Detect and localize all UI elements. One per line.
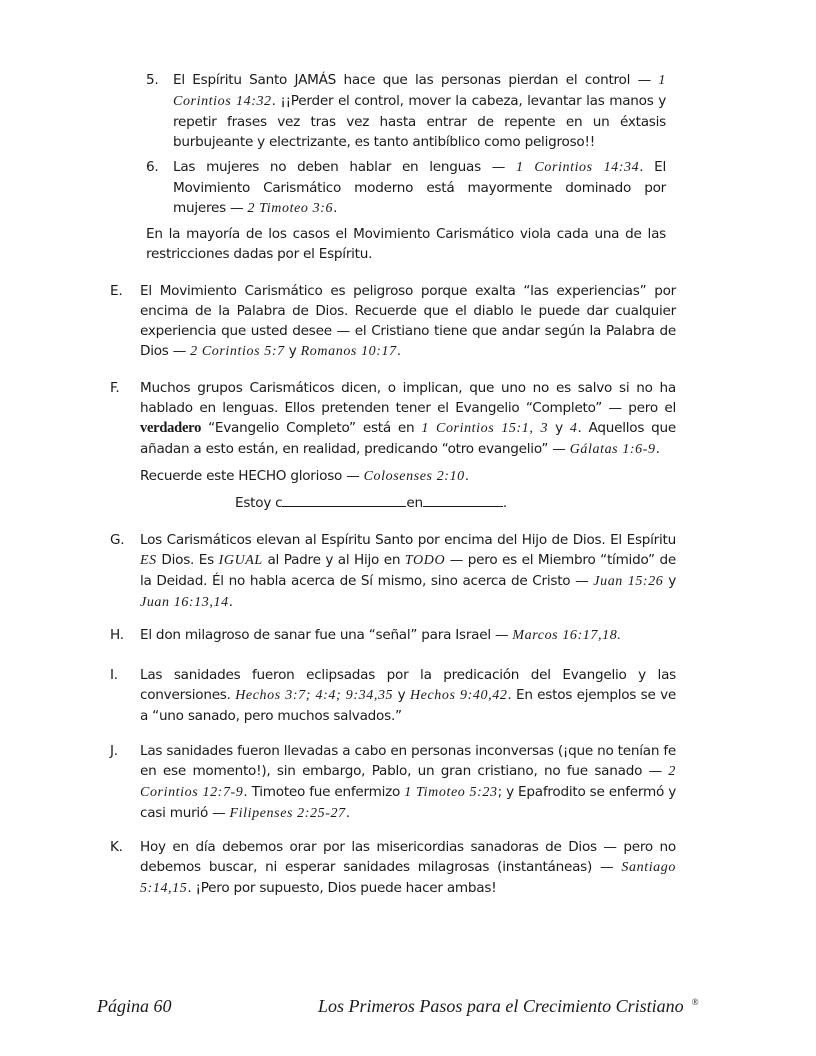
scripture-reference: Gálatas 1:6-9 xyxy=(569,442,656,457)
fill-blank-2[interactable] xyxy=(423,493,503,507)
item-text xyxy=(140,837,676,899)
book-title-text: Los Primeros Pasos para el Crecimiento Cristiano xyxy=(318,996,684,1016)
list-item-6 xyxy=(146,157,666,219)
text-run: . xyxy=(396,343,401,359)
list-item-e xyxy=(110,281,676,362)
scripture-reference: 1 Corintios 14:34 xyxy=(515,160,640,175)
item-number: 6. xyxy=(146,159,159,175)
recall-line xyxy=(140,466,676,487)
item-number: 5. xyxy=(146,72,159,88)
scripture-reference: Juan 16:13,14 xyxy=(140,595,229,610)
text-run: Estoy c xyxy=(235,495,283,511)
scripture-reference: 4 xyxy=(569,421,578,436)
scripture-reference: Colosenses 2:10 xyxy=(363,469,465,484)
scripture-reference: Marcos 16:17,18. xyxy=(512,628,622,643)
item-text xyxy=(140,378,676,460)
text-run: . Aquellos que añadan a esto están, en realidad, predicando “otro evangelio” — xyxy=(140,420,677,457)
fill-blank-1[interactable] xyxy=(282,493,406,507)
text-run: y xyxy=(548,420,570,436)
scripture-reference: 1 Timoteo 5:23 xyxy=(404,785,498,800)
text-run: Dios. Es xyxy=(156,552,219,568)
text-run: Las sanidades fueron eclipsadas por la predicación del Evangelio y las conversiones. xyxy=(140,667,676,703)
text-run: . xyxy=(502,495,507,511)
item-letter: H. xyxy=(110,627,124,643)
emphasis-italic: TODO xyxy=(404,553,446,568)
scripture-reference: 2 Timoteo 3:6 xyxy=(247,201,334,216)
scripture-reference: 1 Corintios 15:1, 3 xyxy=(421,421,549,436)
emphasis-italic: ES xyxy=(140,553,157,568)
scripture-reference: 2 Corintios 12:7-9 xyxy=(140,764,676,800)
item-text xyxy=(140,741,676,824)
text-run: Muchos grupos Carismáticos dicen, o implican, que uno no es salvo si no ha hablado en lenguas. Ellos pretenden tener el Evangelio “Completo” — pero el xyxy=(140,380,676,416)
text-run: . ¡¡Perder el control, mover la cabeza, levantar las manos y repetir frases vez tras vez hasta entrar de repente en un éxtasis burbujeante y electrizante, es tanto antibíblico como peligroso!! xyxy=(173,93,666,150)
scripture-reference: 2 Corintios 5:7 xyxy=(190,344,285,359)
scripture-reference: Filipenses 2:25-27 xyxy=(229,806,346,821)
text-run: Las sanidades fueron llevadas a cabo en personas inconversas (¡que no tenían fe en ese momento!), sin embargo, Pablo, un gran cristiano, no fue sanado — xyxy=(140,743,676,779)
text-run: . xyxy=(345,805,350,821)
item-text xyxy=(140,281,676,362)
summary-paragraph xyxy=(146,224,666,264)
item-text xyxy=(140,625,676,646)
registered-mark: ® xyxy=(691,997,699,1007)
text-run: Recuerde este HECHO glorioso — xyxy=(140,468,364,484)
text-run: y xyxy=(393,687,410,703)
text-run: Hoy en día debemos orar por las misericordias sanadoras de Dios — pero no debemos buscar, ni esperar sanidades milagrosas (instantáneas) — xyxy=(140,839,676,875)
item-text xyxy=(173,70,666,152)
text-run: al Padre y al Hijo en xyxy=(262,552,405,568)
fill-in-blank-line xyxy=(235,493,676,513)
scripture-reference: Santiago 5:14,15 xyxy=(140,860,676,896)
item-letter: G. xyxy=(110,532,125,548)
text-run: “Evangelio Completo” está en xyxy=(201,420,422,436)
scripture-reference: Romanos 10:17 xyxy=(300,344,397,359)
list-item-g xyxy=(110,530,676,613)
text-run: . xyxy=(228,594,233,610)
text-run: El Espíritu Santo JAMÁS hace que las personas pierdan el control — xyxy=(173,72,659,88)
text-run: y xyxy=(663,573,676,589)
book-title xyxy=(318,996,699,1017)
summary-text: En la mayoría de los casos el Movimiento Carismático viola cada una de las restricciones dadas por el Espíritu. xyxy=(146,226,666,262)
item-letter: J. xyxy=(110,743,118,759)
text-run: en xyxy=(406,495,423,511)
text-run: . ¡Pero por supuesto, Dios puede hacer ambas! xyxy=(187,880,497,896)
text-run: . xyxy=(464,468,469,484)
emphasis-bold: verdadero xyxy=(140,420,202,436)
text-run: Los Carismáticos elevan al Espíritu Santo por encima del Hijo de Dios. El Espíritu xyxy=(140,532,676,548)
text-run: Las mujeres no deben hablar en lenguas — xyxy=(173,159,516,175)
text-run: . xyxy=(655,441,660,457)
item-letter: E. xyxy=(110,283,123,299)
list-item-j xyxy=(110,741,676,824)
text-run: ; y Epafrodito se enfermó y casi murió — xyxy=(140,784,676,821)
text-run: . Timoteo fue enfermizo xyxy=(243,784,405,800)
item-letter: F. xyxy=(110,380,120,396)
item-text xyxy=(173,157,666,219)
list-item-i xyxy=(110,665,676,726)
text-run: El don milagroso de sanar fue una “señal” para Israel — xyxy=(140,627,513,643)
list-item-h xyxy=(110,625,676,646)
scripture-reference: Hechos 9:40,42 xyxy=(409,688,508,703)
text-run: . En estos ejemplos se ve a “uno sanado, pero muchos salvados.” xyxy=(140,687,676,724)
text-run: y xyxy=(284,343,301,359)
item-letter: I. xyxy=(110,667,118,683)
text-run: . El Movimiento Carismático moderno está mayormente dominado por mujeres — xyxy=(173,159,667,216)
item-letter: K. xyxy=(110,839,123,855)
text-run: El Movimiento Carismático es peligroso porque exalta “las experiencias” por encima de la Palabra de Dios. Recuerde que el diablo le puede dar cualquier experiencia que usted desee — el Cristiano tiene que andar según la Palabra de Dios — xyxy=(140,283,676,359)
item-text xyxy=(140,665,676,726)
emphasis-italic: IGUAL xyxy=(218,553,263,568)
page-number: Página 60 xyxy=(97,996,172,1016)
text-run: — pero es el Miembro “tímido” de la Deidad. Él no habla acerca de Sí mismo, sino acerca de Cristo — xyxy=(140,552,676,589)
scripture-reference: Juan 15:26 xyxy=(593,574,664,589)
list-item-k xyxy=(110,837,676,899)
list-item-5 xyxy=(146,70,666,152)
scripture-reference: 1 Corintios 14:32 xyxy=(173,73,666,109)
text-run: . xyxy=(333,200,338,216)
scripture-reference: Hechos 3:7; 4:4; 9:34,35 xyxy=(235,688,394,703)
list-item-f xyxy=(110,378,676,513)
item-text xyxy=(140,530,676,613)
